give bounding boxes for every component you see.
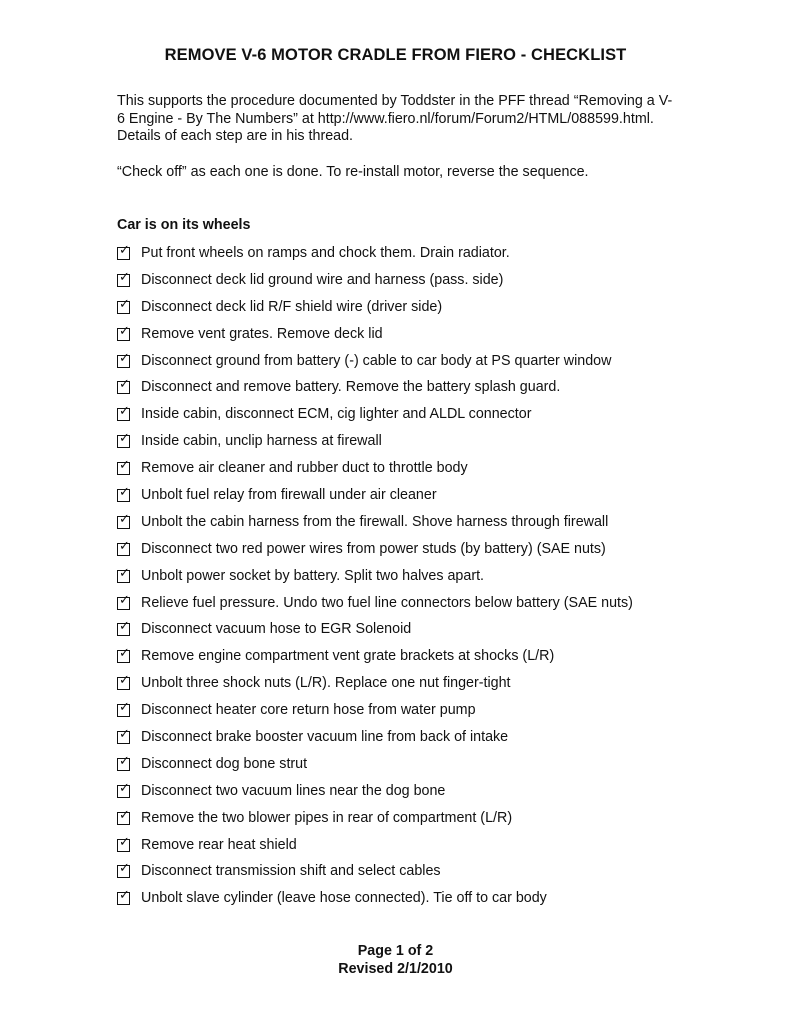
checklist-item — [117, 323, 737, 353]
check-mark-icon: ✓ — [119, 753, 130, 769]
checklist-item — [117, 753, 737, 783]
checklist-item-label: Unbolt slave cylinder (leave hose connected). Tie off to car body — [141, 890, 547, 907]
check-mark-box-icon[interactable] — [117, 834, 130, 852]
check-mark-box-icon[interactable] — [117, 323, 130, 341]
check-mark-icon: ✓ — [119, 673, 130, 689]
checklist-item-label: Put front wheels on ramps and chock them. Drain radiator. — [141, 245, 510, 261]
checklist-item-label: Disconnect two vacuum lines near the dog bone — [141, 782, 446, 799]
check-mark-box-icon[interactable] — [117, 404, 130, 421]
check-mark-box-icon[interactable] — [117, 888, 130, 905]
checklist-item-label: Disconnect and remove battery. Remove the battery splash guard. — [141, 379, 561, 396]
checklist-item — [117, 487, 737, 514]
check-mark-icon: ✓ — [119, 646, 130, 662]
check-mark-box-icon[interactable] — [117, 511, 130, 529]
checklist-item-label: Disconnect heater core return hose from water pump — [141, 702, 476, 719]
page-number: Page 1 of 2 — [357, 943, 434, 959]
checklist-item-label: Disconnect two red power wires from power studs (by battery) (SAE nuts) — [141, 540, 606, 557]
check-mark-box-icon[interactable] — [117, 269, 130, 287]
checklist-item-label: Remove rear heat shield — [141, 836, 297, 853]
checklist-item-label: Remove air cleaner and rubber duct to throttle body — [141, 460, 468, 477]
check-mark-icon: ✓ — [119, 538, 130, 554]
check-mark-box-icon[interactable] — [117, 861, 130, 878]
checklist-item-label: Disconnect transmission shift and select cables — [141, 863, 441, 880]
checklist-item-label: Remove the two blower pipes in rear of compartment (L/R) — [141, 809, 513, 826]
revision-date: Revised 2/1/2010 — [338, 961, 453, 977]
checklist-item-label: Inside cabin, disconnect ECM, cig lighter and ALDL connector — [141, 406, 532, 423]
checklist-item — [117, 702, 737, 729]
checklist-item — [117, 863, 737, 890]
check-mark-box-icon[interactable] — [117, 753, 130, 771]
checklist-item-label: Disconnect brake booster vacuum line from back of intake — [141, 729, 509, 746]
checklist-item-label: Relieve fuel pressure. Undo two fuel line connectors below battery (SAE nuts) — [141, 594, 633, 611]
check-mark-icon: ✓ — [119, 458, 130, 474]
check-mark-icon: ✓ — [119, 834, 130, 850]
checklist-item-label: Disconnect vacuum hose to EGR Solenoid — [141, 621, 412, 638]
check-mark-box-icon[interactable] — [117, 565, 130, 583]
checklist-item — [117, 433, 737, 460]
check-mark-box-icon[interactable] — [117, 807, 130, 825]
check-mark-box-icon[interactable] — [117, 673, 130, 690]
check-mark-icon: ✓ — [119, 592, 130, 608]
check-mark-icon: ✓ — [119, 323, 130, 339]
checklist-item-label: Disconnect deck lid ground wire and harness (pass. side) — [141, 271, 504, 288]
checklist-item-label: Remove vent grates. Remove deck lid — [141, 325, 383, 342]
checklist-item-label: Inside cabin, unclip harness at firewall — [141, 433, 382, 450]
check-mark-icon: ✓ — [119, 565, 130, 581]
checklist-item — [117, 675, 737, 702]
check-mark-box-icon[interactable] — [117, 619, 130, 636]
checklist-item — [117, 538, 737, 568]
check-mark-box-icon[interactable] — [117, 727, 130, 744]
check-mark-box-icon[interactable] — [117, 377, 130, 394]
check-mark-icon: ✓ — [119, 619, 130, 635]
checklist-item-label: Disconnect ground from battery (-) cable to car body at PS quarter window — [141, 352, 612, 369]
check-mark-box-icon[interactable] — [117, 592, 130, 610]
check-mark-box-icon[interactable] — [117, 350, 130, 368]
intro-section — [117, 93, 677, 181]
check-mark-icon: ✓ — [119, 727, 130, 743]
check-mark-box-icon[interactable] — [117, 243, 130, 260]
check-mark-icon: ✓ — [119, 431, 130, 447]
checklist-item — [117, 834, 737, 864]
check-mark-icon: ✓ — [119, 888, 130, 904]
checklist-item-label: Disconnect dog bone strut — [141, 755, 308, 772]
check-mark-icon: ✓ — [119, 296, 130, 312]
check-mark-box-icon[interactable] — [117, 485, 130, 502]
check-mark-icon: ✓ — [119, 511, 130, 527]
checklist-item — [117, 406, 737, 433]
checklist-item — [117, 350, 737, 380]
checklist-item — [117, 592, 737, 622]
checklist-item — [117, 890, 737, 917]
checklist-item — [117, 621, 737, 648]
checklist-item — [117, 565, 737, 595]
checklist-item — [117, 460, 737, 487]
checklist — [117, 245, 737, 917]
checklist-item-label: Unbolt three shock nuts (L/R). Replace one nut finger-tight — [141, 675, 511, 692]
check-mark-icon: ✓ — [119, 780, 130, 796]
check-mark-icon: ✓ — [119, 485, 130, 501]
check-mark-box-icon[interactable] — [117, 646, 130, 663]
check-mark-icon: ✓ — [119, 377, 130, 393]
check-mark-icon: ✓ — [119, 700, 130, 716]
check-mark-icon: ✓ — [119, 243, 130, 258]
checklist-item — [117, 807, 737, 837]
check-mark-icon: ✓ — [119, 404, 130, 420]
checklist-item — [117, 648, 737, 675]
check-mark-box-icon[interactable] — [117, 780, 130, 798]
check-mark-icon: ✓ — [119, 807, 130, 823]
check-mark-box-icon[interactable] — [117, 431, 130, 448]
page-footer — [0, 942, 791, 978]
check-mark-icon: ✓ — [119, 861, 130, 877]
checklist-item-label: Unbolt power socket by battery. Split two halves apart. — [141, 567, 485, 584]
checklist-item-label: Unbolt fuel relay from firewall under air cleaner — [141, 487, 437, 504]
checklist-item-label: Disconnect deck lid R/F shield wire (driver side) — [141, 298, 443, 315]
checklist-item — [117, 269, 737, 299]
checklist-item — [117, 296, 737, 326]
instructions-paragraph: “Check off” as each one is done. To re-install motor, reverse the sequence. — [117, 163, 589, 180]
check-mark-box-icon[interactable] — [117, 538, 130, 556]
check-mark-box-icon[interactable] — [117, 700, 130, 717]
checklist-item — [117, 511, 737, 541]
document-title: REMOVE V-6 MOTOR CRADLE FROM FIERO - CHECKLIST — [164, 46, 627, 64]
check-mark-box-icon[interactable] — [117, 296, 130, 314]
checklist-item-label: Remove engine compartment vent grate brackets at shocks (L/R) — [141, 648, 555, 665]
check-mark-icon: ✓ — [119, 350, 130, 366]
checklist-item — [117, 379, 737, 406]
section-heading: Car is on its wheels — [117, 217, 251, 233]
checklist-item — [117, 245, 737, 272]
check-mark-box-icon[interactable] — [117, 458, 130, 475]
checklist-item — [117, 729, 737, 756]
checklist-item — [117, 780, 737, 810]
checklist-item-label: Unbolt the cabin harness from the firewall. Shove harness through firewall — [141, 513, 609, 530]
check-mark-icon: ✓ — [119, 269, 130, 285]
intro-paragraph: This supports the procedure documented by Toddster in the PFF thread “Removing a V-6 Engine - By The Numbers” at http://www.fiero.nl/forum/Forum2/HTML/088599.html. Details of each step are in his thread. — [117, 93, 673, 145]
